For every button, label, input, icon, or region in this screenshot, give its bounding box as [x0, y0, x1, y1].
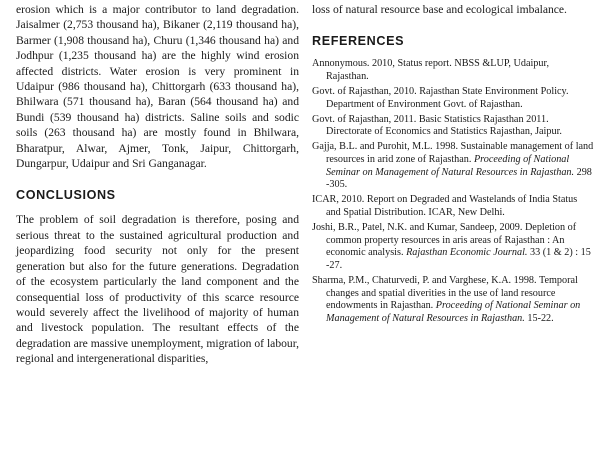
reference-item	[312, 58, 594, 83]
reference-item	[312, 275, 594, 325]
reference-text: Annonymous. 2010, Status report. NBSS &LUP, Udaipur, Rajasthan.	[312, 58, 550, 82]
reference-source: Proceeding of National Seminar on Management of Natural Resources in Rajasthan.	[326, 154, 575, 178]
reference-text: Govt. of Rajasthan, 2011. Basic Statistics Rajasthan 2011. Directorate of Economics and Statistics Rajasthan, Jaipur.	[312, 113, 562, 138]
reference-pages: 15-22.	[524, 312, 554, 324]
continuation-paragraph: loss of natural resource base and ecological imbalance.	[312, 3, 567, 16]
reference-text: ICAR, 2010. Report on Degraded and Wastelands of India Status and Spatial Distribution. ICAR, New Delhi.	[312, 194, 578, 218]
body-paragraph-erosion: erosion which is a major contributor to land degradation. Jaisalmer (2,753 thousand ha), Bikaner (2,119 thousand ha), Barmer (1,908 thousand ha), Churu (1,346 thousand ha) and Jodhpur (1,235 thousand ha) are the highly wind erosion affected districts. Water erosion is very prominent in Udaipur (986 thousand ha), Chittorgarh (633 thousand ha), Bhilwara (571 thousand ha), Baran (564 thousand ha) and Bundi (539 thousand ha) districts. Saline soils and sodic soils (263 thousand ha) are mostly found in Bhilwara, Bharatpur, Alwar, Ajmer, Tonk, Jaipur, Chittorgarh, Dungarpur, Udaipur and Sri Ganganagar.	[16, 3, 299, 171]
reference-pages: 33 (1 & 2) : 15 -27.	[326, 247, 591, 271]
reference-text: Sharma, P.M., Chaturvedi, P. and Varghese, K.A. 1998. Temporal changes and spatial diverities in the use of land resource endowments in Rajasthan.	[312, 274, 578, 312]
references-heading: REFERENCES	[312, 34, 405, 49]
reference-source: Proceeding of National Seminar on Management of Natural Resources in Rajasthan.	[326, 300, 581, 324]
reference-text: Govt. of Rajasthan, 2010. Rajasthan State Environment Policy. Department of Environment Govt. of Rajasthan.	[312, 86, 569, 110]
reference-item	[312, 194, 594, 219]
reference-item	[312, 114, 594, 139]
reference-source: Rajasthan Economic Journal.	[406, 247, 528, 259]
reference-pages: 298 -305.	[326, 166, 592, 191]
reference-text: Gajja, B.L. and Purohit, M.L. 1998. Sustainable management of land resources in arid zone of Rajasthan.	[312, 141, 594, 166]
reference-item	[312, 86, 594, 111]
reference-item	[312, 222, 594, 272]
left-column	[16, 0, 299, 367]
conclusions-heading: CONCLUSIONS	[16, 188, 116, 203]
references-list	[312, 58, 594, 325]
reference-text: Joshi, B.R., Patel, N.K. and Kumar, Sandeep, 2009. Depletion of common property resources in aris areas of Rajasthan : An economic analysis.	[312, 222, 577, 259]
reference-item	[312, 141, 594, 191]
conclusions-paragraph: The problem of soil degradation is therefore, posing and serious threat to the sustained agricultural production and jeopardizing food security not only for the present generation but also for the future generations. Degradation of the ecosystem particularly the land component and the consequential loss of productivity of this scarce resource would severely affect the livelihood of majority of human and livestock population. The resultant effects of the degradation are massive unemployment, migration of labour, regional and intergenerational disparities,	[16, 213, 299, 366]
right-column	[312, 0, 594, 328]
